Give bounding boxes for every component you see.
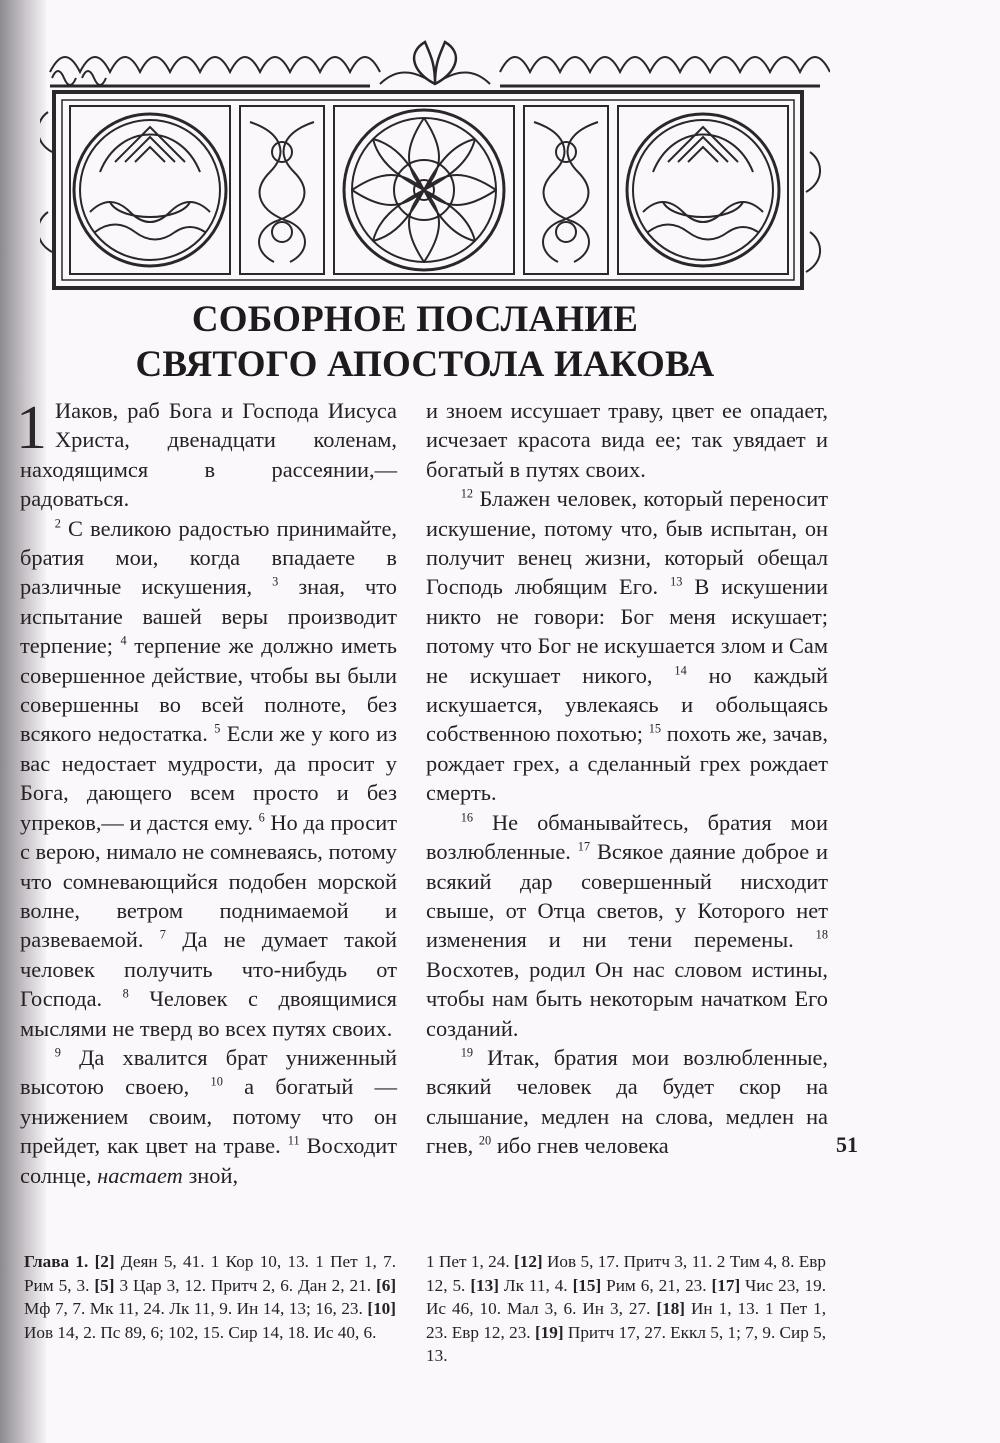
verse-1: 1 Иаков, раб Бога и Господа Иисуса Христа, двенадцати коленам, находящимся в рассеянии,— радоваться.	[16, 394, 397, 512]
verse-9: $^9$ Да хвалится брат униженный высотою своею, $^{10}$ а богатый — унижением своим, потому что он прейдет, как цвет на траве. $^{11}$ Восходит солнце, настает зной,	[20, 1044, 398, 1188]
left-text-column	[0, 396, 397, 1190]
verse-2: $^2$ С великою радостью принимайте, братия мои, когда впадаете в различные искушения, $^3$ зная, что испытание вашей веры производит терпение; $^4$ терпение же должно иметь совершенное действие, чтобы вы были совершенны во всей полноте, без всякого недостатка. $^5$ Если же у кого из вас недостает мудрости, да просит у Бога, дающего всем просто и без упреков,— и дастся ему. $^6$ Но да просит с верою, нимало не сомневаясь, потому что сомневающийся подобен морской волне, ветром поднимаемой и развеваемой. $^7$ Да не думает такой человек получить что-нибудь от Господа. $^8$ Человек с двоящимися мыслями не тверд во всех путях своих.	[20, 515, 398, 1041]
verse-16: $^{16}$ Не обманывайтесь, братия мои возлюбленные. $^{17}$ Всякое даяние доброе и всякий дар совершенный нисходит свыше, от Отца светов, у Которого нет изменения и ни тени перемены. $^{18}$ Восхотев, родил Он нас словом истины, чтобы нам быть некоторым начатком Его созданий.	[426, 809, 828, 1041]
chapter-drop-cap: 1	[16, 394, 47, 462]
verse-12: $^{12}$ Блажен человек, который переносит искушение, потому что, быв испытан, он получит венец жизни, который обещал Господь любящим Его. $^{13}$ В искушении никто не говори: Бог меня искушает; потому что Бог не искушается злом и Сам не искушает никого, $^{14}$ но каждый искушается, увлекаясь и обольщаясь собственною похотью; $^{15}$ похоть же, зачав, рождает грех, а сделанный грех рождает смерть.	[426, 486, 828, 806]
verse-19: $^{19}$ Итак, братия мои возлюбленные, всякий человек да будет скор на слышание, медлен на слова, медлен на гнев, $^{20}$ ибо гнев человека	[426, 1044, 828, 1159]
right-text-column	[426, 396, 828, 1161]
page-title-line-2: СВЯТОГО АПОСТОЛА ИАКОВА	[135, 344, 715, 385]
footnotes-right: 1 Пет 1, 24. [12] Иов 5, 17. Притч 3, 11. 2 Тим 4, 8. Евр 12, 5. [13] Лк 11, 4. [15] Рим 6, 21, 23. [17] Чис 23, 19. Ис 46, 10. Мал 3, 6. Ин 3, 27. [18] Ин 1, 13. 1 Пет 1, 23. Евр 12, 23. [19] Притч 17, 27. Еккл 5, 1; 7, 9. Сир 5, 13.	[426, 1252, 827, 1366]
page-number: 51	[836, 1132, 858, 1157]
footnotes-left: Глава 1. [2] Деян 5, 41. 1 Кор 10, 13. 1 Пет 1, 7. Рим 5, 3. [5] 3 Цар 3, 12. Притч 2, 6. Дан 2, 21. [6] Мф 7, 7. Мк 11, 24. Лк 11, 9. Ин 14, 13; 16, 23. [10] Иов 14, 2. Пс 89, 6; 102, 15. Сир 14, 18. Ис 40, 6.	[24, 1252, 397, 1342]
decorative-headpiece	[40, 32, 830, 294]
verse-11-cont: и зноем иссушает траву, цвет ее опадает, исчезает красота вида ее; так увядает и богатый в путях своих.	[426, 398, 828, 482]
page-title-line-1: СОБОРНОЕ ПОСЛАНИЕ	[191, 299, 639, 340]
